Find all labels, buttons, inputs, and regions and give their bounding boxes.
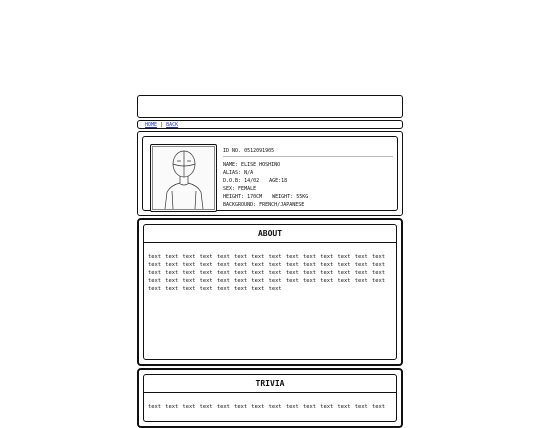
nav-separator: |: [160, 122, 164, 128]
about-section: [137, 218, 403, 366]
nav-bar: [137, 120, 403, 129]
alias-field: ALIAS: N/A: [223, 170, 254, 176]
trivia-section: [137, 368, 403, 428]
about-text: text text text text text text text text text text text text text text text text text text text text text text text text text text text text text text text text text text text text text text text text text text text text text text text text text text text text text text text text text text text text text text text text: [148, 254, 385, 292]
portrait-frame: [152, 146, 215, 210]
name-field: NAME: ELISE HOSHINO: [223, 162, 281, 168]
about-title: ABOUT: [144, 225, 396, 243]
character-portrait: [150, 144, 217, 212]
id-number: ID NO. 0512091905: [223, 147, 393, 157]
age-field: AGE:18: [269, 178, 288, 184]
height-field: HEIGHT: 170CM: [223, 194, 263, 200]
profile-info: [223, 147, 393, 209]
profile-card-inner: [142, 136, 398, 211]
header-box: [137, 95, 403, 118]
character-sketch-icon: [153, 147, 214, 209]
background-field: BACKGROUND: FRENCH/JAPANESE: [223, 202, 305, 208]
sex-field: SEX: FEMALE: [223, 186, 257, 192]
trivia-section-inner: [143, 374, 397, 422]
trivia-text: text text text text text text text text text text text text text text: [148, 404, 385, 410]
about-section-inner: [143, 224, 397, 360]
weight-field: WEIGHT: 55KG: [272, 194, 309, 200]
profile-card: [137, 131, 403, 216]
dob-field: D.O.B: 14/02: [223, 178, 260, 184]
back-link[interactable]: BACK: [166, 122, 179, 128]
trivia-title: TRIVIA: [144, 375, 396, 393]
home-link[interactable]: HOME: [145, 122, 158, 128]
